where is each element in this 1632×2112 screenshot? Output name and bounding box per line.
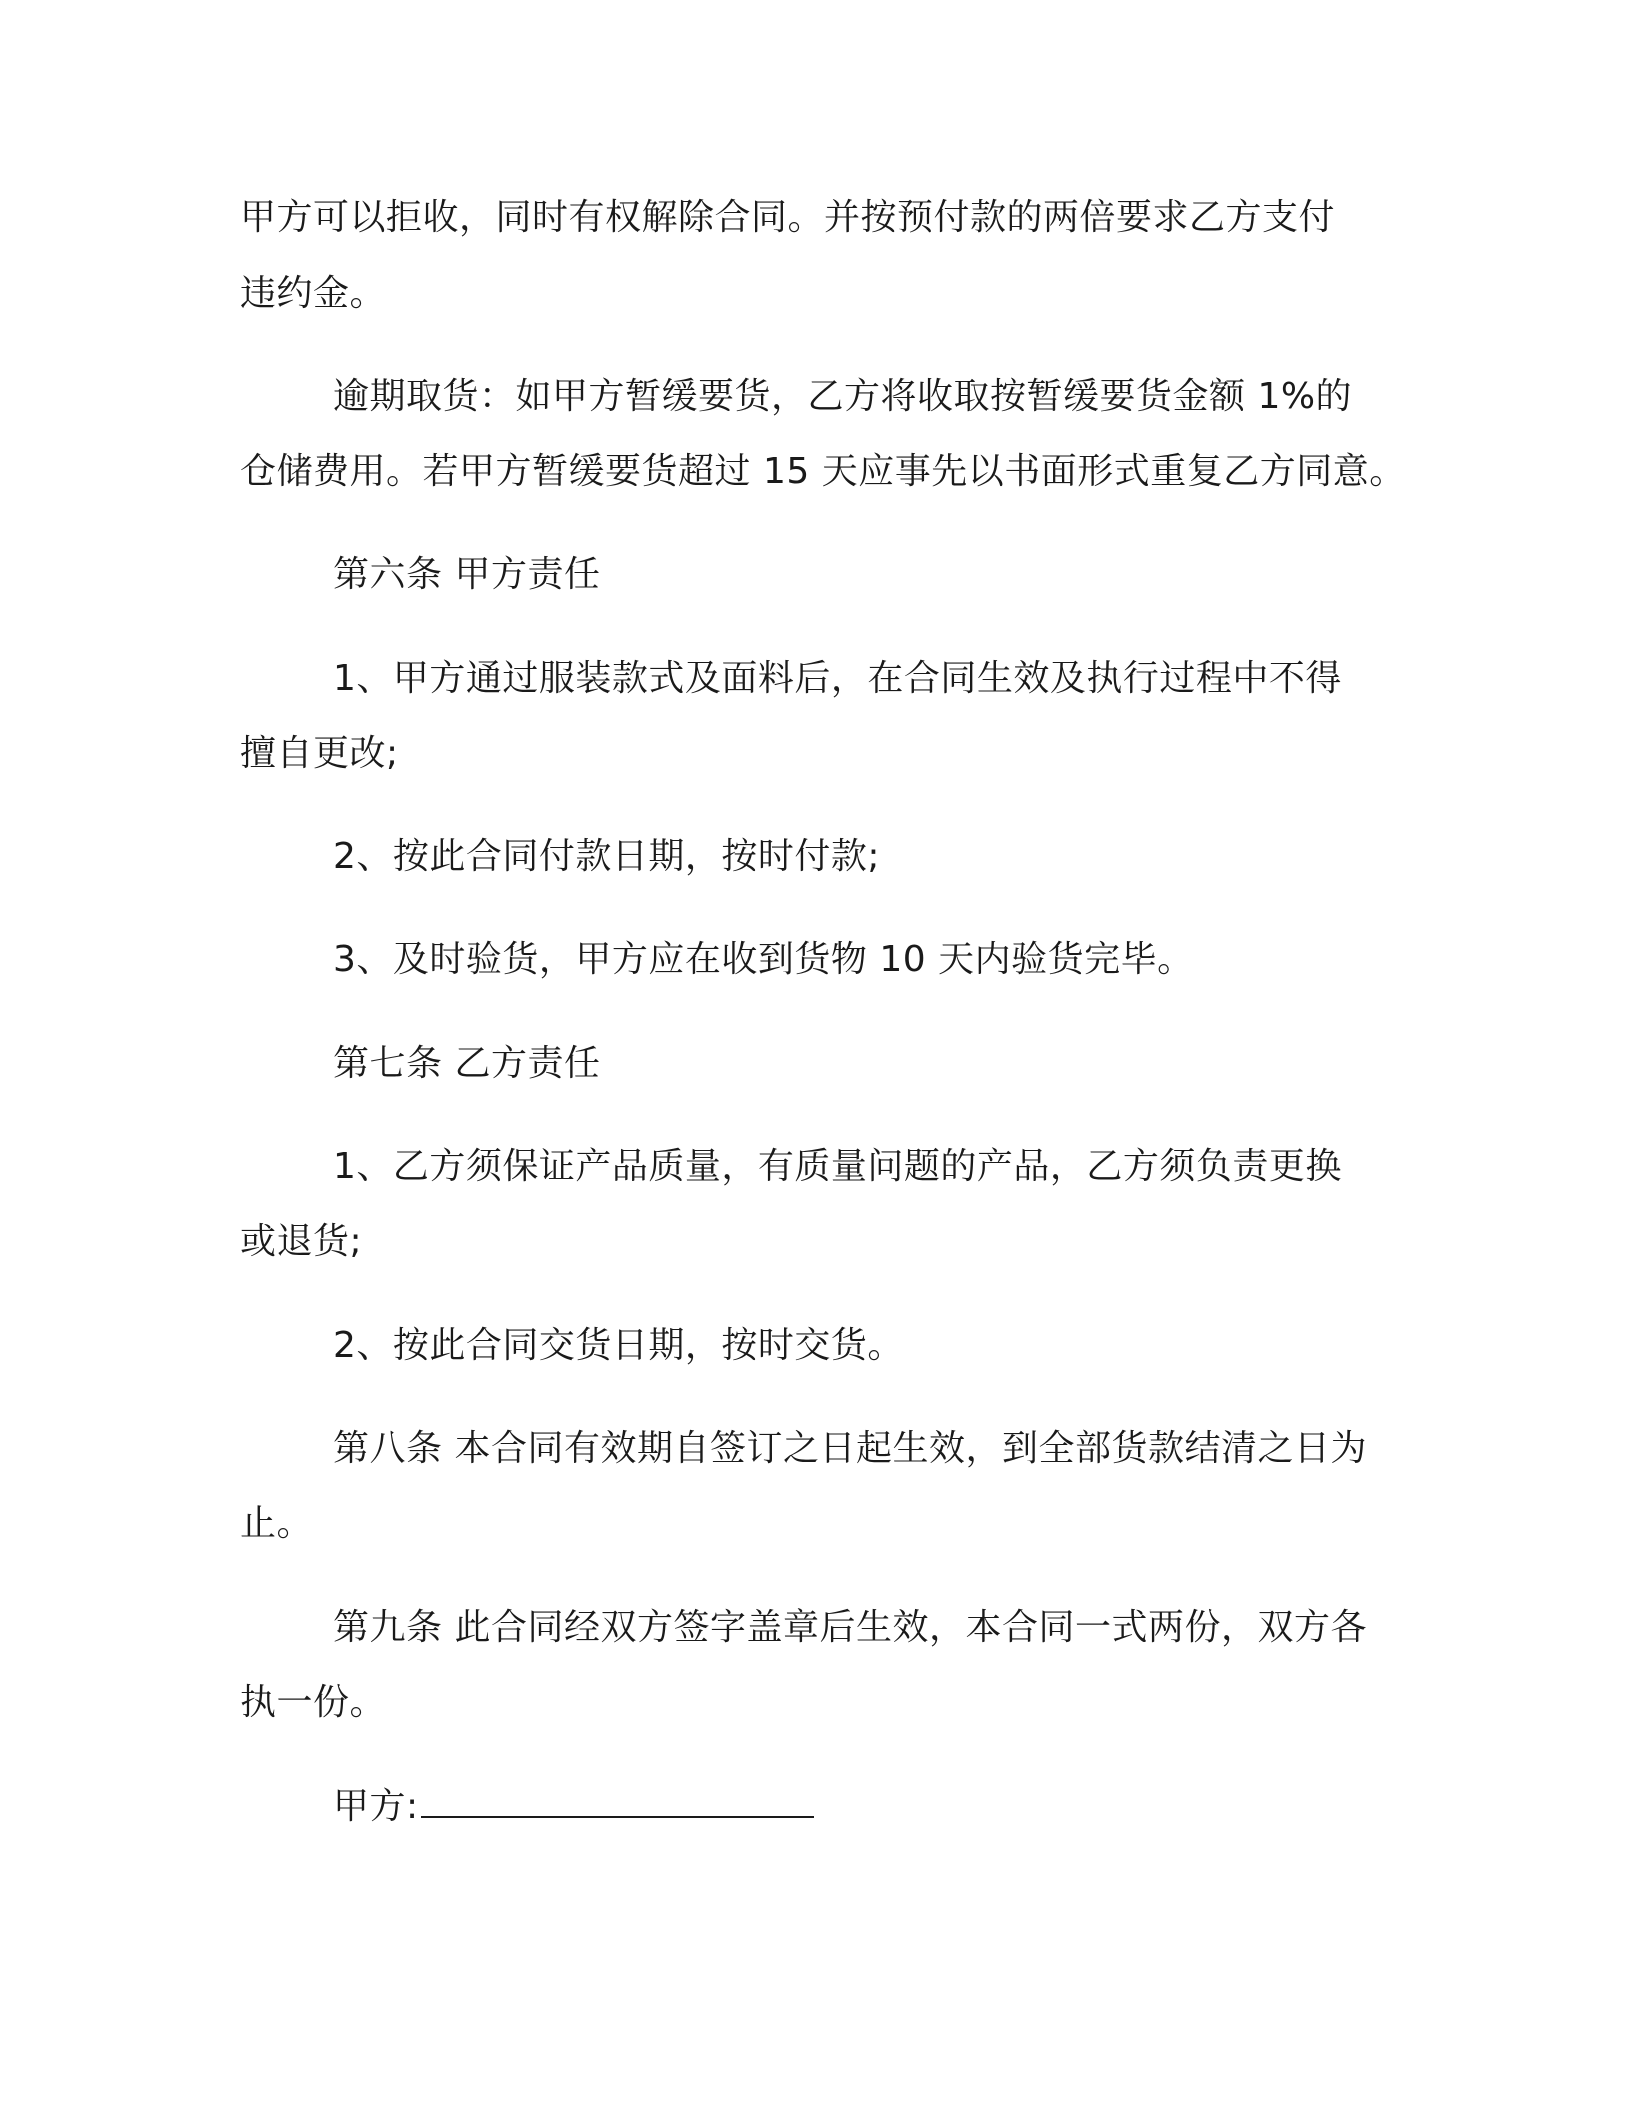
paragraph-line: 止。 [240, 1503, 314, 1544]
paragraph-line: 第八条 本合同有效期自签订之日起生效，到全部货款结清之日为 [333, 1428, 1367, 1469]
signature-blank [421, 1782, 814, 1818]
paragraph-line: 甲方可以拒收，同时有权解除合同。并按预付款的两倍要求乙方支付 [240, 197, 1336, 238]
paragraph-line: 1、甲方通过服装款式及面料后，在合同生效及执行过程中不得 [333, 658, 1342, 699]
section-heading: 第七条 乙方责任 [333, 1043, 601, 1084]
paragraph-line: 或退货; [240, 1221, 363, 1262]
paragraph-line: 2、按此合同交货日期，按时交货。 [333, 1325, 904, 1366]
paragraph-line: 3、及时验货，甲方应在收到货物 10 天内验货完毕。 [333, 939, 1194, 980]
paragraph-line: 2、按此合同付款日期，按时付款; [333, 836, 881, 877]
paragraph-line: 逾期取货：如甲方暂缓要货，乙方将收取按暂缓要货金额 1%的 [333, 376, 1353, 417]
paragraph-line: 1、乙方须保证产品质量，有质量问题的产品，乙方须负责更换 [333, 1146, 1342, 1187]
paragraph-line: 第九条 此合同经双方签字盖章后生效，本合同一式两份，双方各 [333, 1607, 1367, 1648]
paragraph-line: 仓储费用。若甲方暂缓要货超过 15 天应事先以书面形式重复乙方同意。 [240, 451, 1406, 492]
signature-label: 甲方: [333, 1786, 419, 1827]
signature-line [333, 1782, 814, 1831]
paragraph-line: 违约金。 [240, 273, 387, 314]
paragraph-line: 执一份。 [240, 1682, 387, 1723]
section-heading: 第六条 甲方责任 [333, 554, 601, 595]
paragraph-line: 擅自更改; [240, 733, 399, 774]
